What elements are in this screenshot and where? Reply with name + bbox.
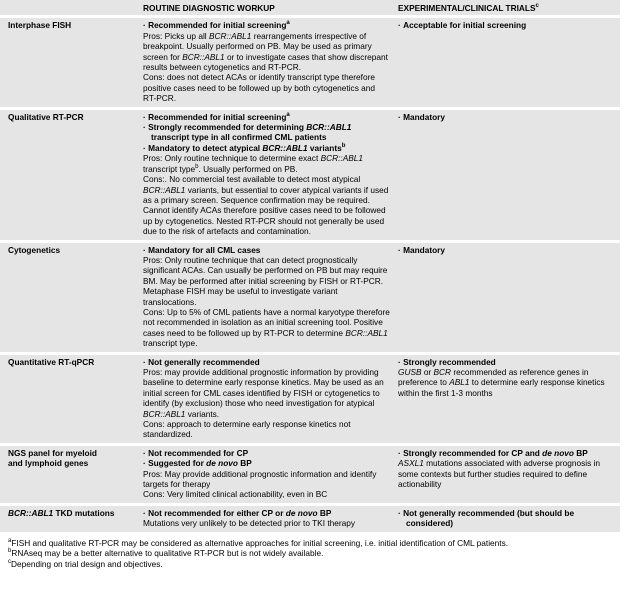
recommendation-bullet: · Not recommended for CP	[143, 448, 390, 458]
recommendation-bullet: · Mandatory to detect atypical BCR::ABL1 variants$^b$	[143, 143, 390, 153]
detail-text: ASXL1 mutations associated with adverse prognosis in some contexts but further studies required to define actionability	[398, 458, 601, 490]
experimental-trials-cell	[398, 112, 614, 237]
header-cell-technique	[8, 3, 135, 13]
row-label-line: Quantitative RT-qPCR	[8, 356, 95, 367]
row-label-line: Interphase FISH	[8, 20, 72, 31]
routine-workup-cell	[143, 245, 390, 349]
detail-text: Cons:. No commercial test available to detect most atypical BCR::ABL1 variants, but essential to cover atypical variants if used as a primary screen. Sequence confirmation may be required. Cannot identify ACAs therefore positive cases need to be followed up by cytogenetics. Nested RT-PCR should not generally be used due to the risk of artefacts and contamination.	[143, 174, 389, 237]
row-label	[8, 508, 135, 529]
table-body	[0, 18, 620, 531]
experimental-trials-cell	[398, 20, 614, 103]
routine-workup-cell	[143, 357, 390, 440]
footnote	[8, 548, 616, 558]
detail-text: Cons: Up to 5% of CML patients have a normal karyotype therefore not recommended in isolation as an initial screening tool. Positive cases need to be followed up by RT-PCR to determine BCR::ABL1 transcript type.	[143, 306, 390, 349]
experimental-trials-cell	[398, 448, 614, 500]
footnote-text: Depending on trial design and objectives.	[11, 558, 163, 569]
detail-text: Cons: Very limited clinical actionability, even in BC	[143, 489, 328, 500]
experimental-trials-cell	[398, 357, 614, 440]
detail-text: GUSB or BCR recommended as reference genes in preference to ABL1 to determine early response kinetics within the first 1-3 months	[398, 367, 605, 398]
recommendation-bullet: · Not recommended for either CP or de novo BP	[143, 508, 390, 518]
footnote-text: RNAseq may be a better alternative to qualitative RT-PCR but is not widely available.	[11, 548, 324, 559]
table-header-row	[0, 0, 620, 15]
row-label	[8, 448, 135, 500]
routine-workup-cell	[143, 508, 390, 529]
footnote	[8, 538, 616, 548]
row-label-line: and lymphoid genes	[8, 458, 89, 469]
detail-text: Pros: Only routine technique to determine exact BCR::ABL1 transcript type$^b$. Usually performed on PB.	[143, 153, 363, 174]
recommendation-bullet: · Recommended for initial screening$^a$	[143, 112, 390, 122]
footnote-marker: c	[8, 558, 11, 565]
row-label	[8, 357, 135, 440]
detail-text: Pros: Picks up all BCR::ABL1 rearrangements irrespective of breakpoint. Usually performed on PB. May be used as primary screen for BCR::ABL1 or to investigate cases that show discrepant results between cytogenetics and RT-PCR.	[143, 30, 388, 73]
table-row	[0, 446, 620, 503]
detail-text: Pros: Only routine technique that can detect prognostically significant ACAs. Can usually be performed on PB but may require BM. May be performed after initial screening by FISH or RT-PCR. Metaphase FISH may be useful to investigate variant translocations.	[143, 254, 388, 307]
footnote-marker: b	[8, 548, 12, 555]
header-cell-experimental-trials: EXPERIMENTAL/CLINICAL TRIALS$^c$	[398, 3, 539, 13]
detail-text: Cons: does not detect ACAs or identify transcript type therefore positive cases need to be followed up by both cytogenetics and RT-PCR.	[143, 72, 376, 104]
detail-text: Mutations very unlikely to be detected prior to TKI therapy	[143, 518, 355, 529]
detail-text: Pros: May provide additional prognostic information and identify targets for therapy	[143, 468, 377, 490]
recommendation-bullet: · Recommended for initial screening$^a$	[143, 20, 390, 30]
row-label-line: Cytogenetics	[8, 244, 61, 255]
table-row	[0, 110, 620, 240]
recommendation-bullet: · Strongly recommended	[398, 357, 614, 367]
experimental-trials-cell	[398, 245, 614, 349]
footnote-marker: a	[8, 537, 12, 544]
header-cell-routine-workup: ROUTINE DIAGNOSTIC WORKUP	[143, 3, 275, 13]
table-footnotes	[0, 535, 624, 569]
recommendation-bullet: · Not generally recommended (but should be considered)	[398, 508, 614, 529]
row-label-line: Qualitative RT-PCR	[8, 111, 84, 122]
footnote-text: FISH and qualitative RT-PCR may be considered as alternative approaches for initial screening, i.e. initial identification of CML patients.	[11, 537, 509, 548]
routine-workup-cell	[143, 112, 390, 237]
recommendation-bullet: · Mandatory	[398, 112, 614, 122]
recommendation-bullet: · Suggested for de novo BP	[143, 458, 390, 468]
row-label-line: NGS panel for myeloid	[8, 447, 97, 458]
routine-workup-cell	[143, 448, 390, 500]
row-label	[8, 20, 135, 103]
recommendation-bullet: · Strongly recommended for CP and de novo BP	[398, 448, 614, 458]
recommendation-bullet: · Not generally recommended	[143, 357, 390, 367]
recommendation-bullet: · Mandatory	[398, 245, 614, 255]
recommendation-bullet: · Strongly recommended for determining BCR::ABL1 transcript type in all confirmed CML patients	[143, 122, 390, 143]
table-row	[0, 243, 620, 352]
footnote	[8, 559, 616, 569]
table-row	[0, 18, 620, 106]
experimental-trials-cell	[398, 508, 614, 529]
table-row	[0, 506, 620, 532]
recommendation-bullet: · Acceptable for initial screening	[398, 20, 614, 30]
row-label-line: BCR::ABL1 TKD mutations	[8, 507, 115, 518]
routine-workup-cell	[143, 20, 390, 103]
row-label	[8, 245, 135, 349]
table-row	[0, 355, 620, 443]
recommendation-bullet: · Mandatory for all CML cases	[143, 245, 390, 255]
row-label	[8, 112, 135, 237]
detail-text: Cons: approach to determine early response kinetics not standardized.	[143, 419, 351, 440]
detail-text: Pros: may provide additional prognostic information by providing baseline to determine early response kinetics. May be used as an initial screen for CML cases identified by FISH or cytogenetics to identify (by exclusion) those who need investigation for atypical BCR::ABL1 variants.	[143, 367, 384, 419]
